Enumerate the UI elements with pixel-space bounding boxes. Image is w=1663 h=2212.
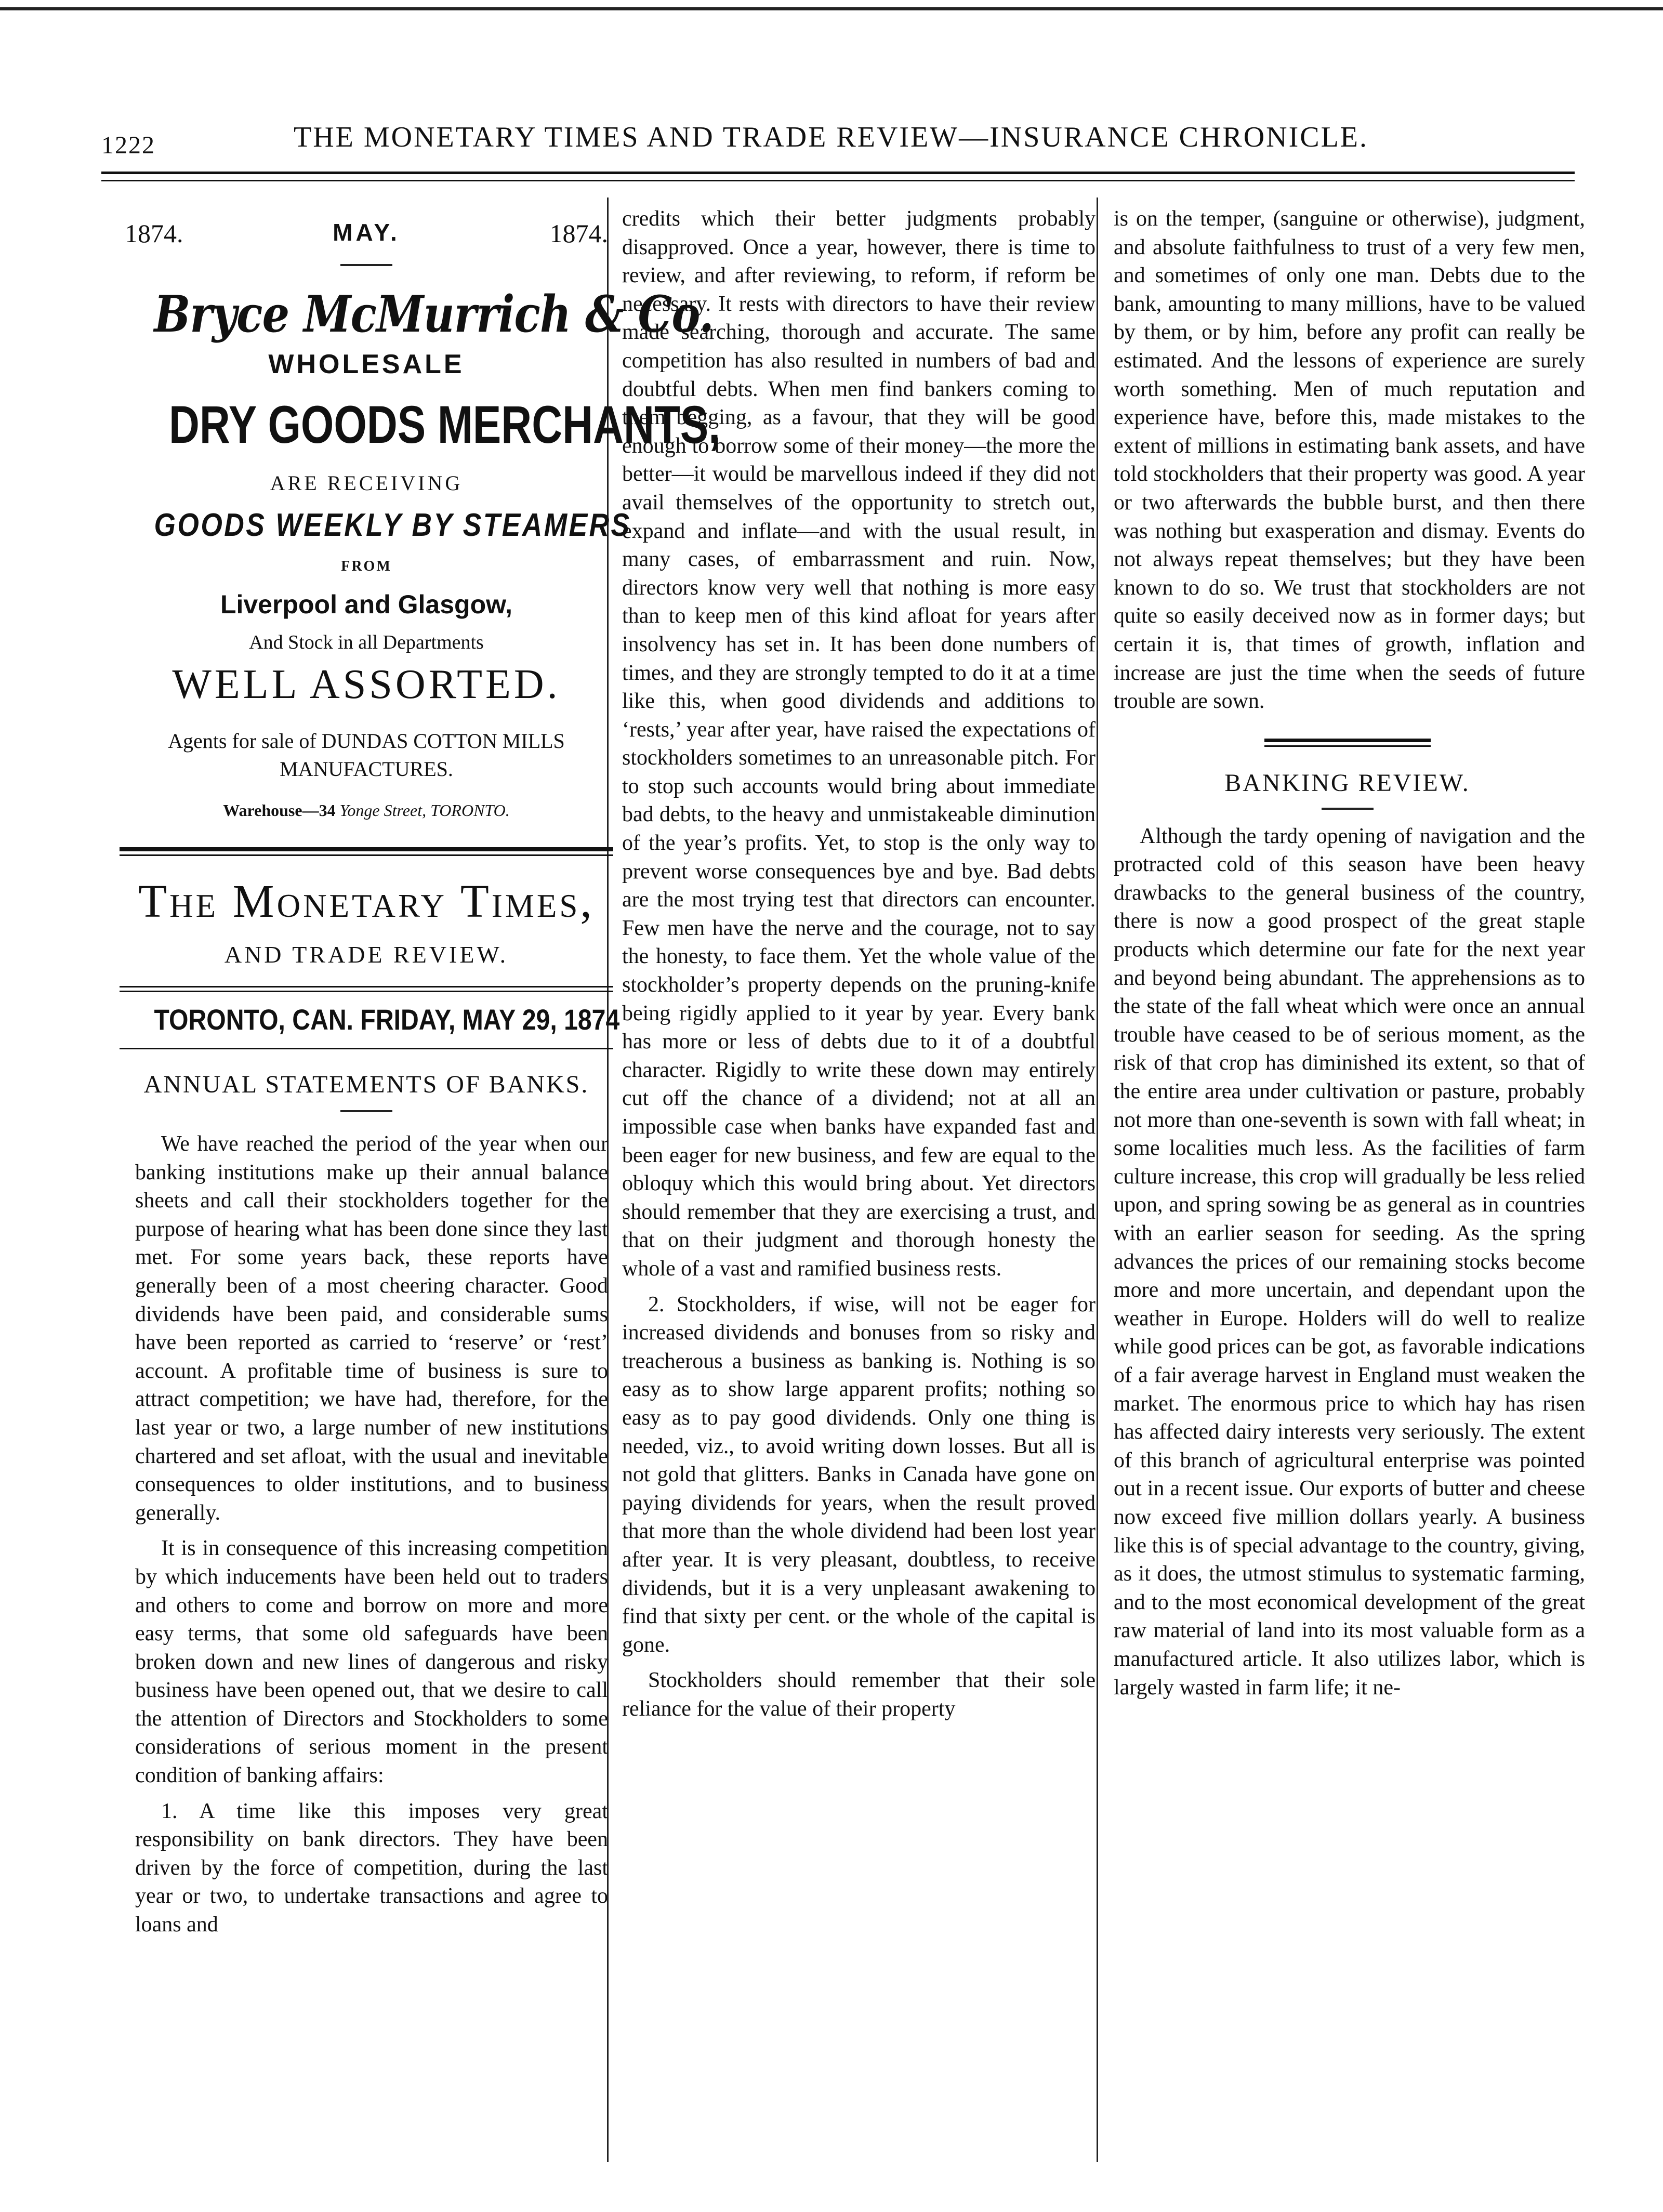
ad-month: MAY. <box>333 219 400 246</box>
advertisement <box>120 218 720 820</box>
ad-firm-name: Bryce McMurrich & Co. <box>154 285 714 344</box>
article2-body <box>1104 822 1590 1702</box>
ad-trade: DRY GOODS MERCHANTS, <box>169 395 720 454</box>
article1-col1-body <box>120 1130 613 1939</box>
masthead-title: The Monetary Times, <box>138 876 595 927</box>
masthead-subtitle: AND TRADE REVIEW. <box>224 941 509 968</box>
ad-wholesale: WHOLESALE <box>268 349 465 379</box>
header-rule-thick <box>101 172 1575 174</box>
ad-goods-weekly: GOODS WEEKLY BY STEAMERS <box>154 507 631 543</box>
ad-date-line <box>120 218 613 248</box>
ad-from: FROM <box>341 558 392 574</box>
running-head: THE MONETARY TIMES AND TRADE REVIEW—INSURANCE CHRONICLE. <box>294 121 1369 153</box>
ad-stock: And Stock in all Departments <box>249 631 484 653</box>
ad-divider <box>340 264 392 266</box>
article-paragraph: Although the tardy opening of navigation and the protracted cold of this season have been heavy drawbacks to the general business of the country, there is now a good prospect of the great staple products which determine our fate for the next year and beyond being abundant. The apprehensions as to the state of the fall wheat which were once an annual trouble have ceased to be of serious moment, as the risk of that crop has diminished its extent, so that of the entire area under cultivation or pasture, probably not more than one-seventh is sown with fall wheat; in some localities much less. As the facilities of farm culture increase, this crop will gradually be less relied upon, and spring sowing be as general as in countries with an earlier season for seeding. As the spring advances the prices of our remaining stocks become more and more uncertain, and dependant upon the weather in Europe. Holders will do well to realize while good prices can be got, as favorable indications of a fair average harvest in England must weaken the market. The enormous price to which hay has risen has affected dairy interests very seriously. The extent of this branch of agricultural enterprise was pointed out in a recent issue. Our exports of butter and cheese now exceed five million dollars yearly. A business like this is of special advantage to the country, giving, as it does, the utmost stimulus to systematic farming, and to the most economical development of the great raw material of land into its most valuable form as a manufactured article. It also utilizes labor, which is largely wasted in farm life; it ne- <box>1114 824 1585 1700</box>
article1-col2-body <box>616 205 1102 1723</box>
ad-warehouse-label: Warehouse—34 <box>223 801 336 820</box>
article1-col3-body <box>1104 205 1590 716</box>
ad-ports: Liverpool and Glasgow, <box>220 590 513 619</box>
column-2 <box>616 198 1102 2162</box>
masthead-rules <box>120 986 613 992</box>
dateline: TORONTO, CAN. FRIDAY, MAY 29, 1874 <box>154 1003 620 1036</box>
article-paragraph: is on the temper, (sanguine or otherwise), judgment, and absolute faithfulness to trust of a very few men, and sometimes of only one man. Debts due to the bank, amounting to many millions, have to be valued by them, or by him, before any profit can really be estimated. And the lessons of experience are surely worth something. Men of much reputation and experience have, before this, made mistakes to the extent of millions in estimating bank assets, and have told stockholders that their property was good. A year or two afterwards the bubble burst, and then there was nothing but exasperation and dismay. Events do not always repeat themselves; but they have been known to do so. We trust that stockholders are not quite so easily deceived now as in former days; but certain it is, that times of growth, inflation and increase are just the time when the seeds of future trouble are sown. <box>1114 207 1585 714</box>
header-rule-thin <box>101 180 1575 181</box>
ad-year-right: 1874. <box>549 219 608 248</box>
article-title-annual-statements: ANNUAL STATEMENTS OF BANKS. <box>143 1071 589 1098</box>
article-title-banking-review: BANKING REVIEW. <box>1224 769 1470 797</box>
page-number: 1222 <box>101 131 155 159</box>
page-header <box>101 121 1577 167</box>
article-paragraph: It is in consequence of this increasing competition by which inducements have been held out to traders and others to come and borrow on more and more easy terms, that some old safeguards have been broken down and new lines of dangerous and risky business have been opened out, that we desire to call the attention of Directors and Stockholders to some considerations of serious moment in the present condition of banking affairs: <box>135 1536 608 1788</box>
ad-year-left: 1874. <box>125 219 183 248</box>
masthead-top-rule <box>120 847 613 856</box>
column-1 <box>120 198 720 2162</box>
article-title-divider <box>340 1110 392 1112</box>
ad-warehouse <box>120 801 613 820</box>
article-paragraph: Stockholders should remember that their sole reliance for the value of their property <box>622 1668 1096 1721</box>
ad-warehouse-address: Yonge Street, TORONTO. <box>339 801 510 820</box>
column-3 <box>1104 198 1590 2162</box>
article-paragraph: credits which their better judgments probably disapproved. Once a year, however, there is time to review, and after reviewing, to reform, if reform be necessary. It rests with directors to have their review made searching, thorough and accurate. The same competition has also resulted in numbers of bad and doubtful debts. When men find bankers coming to them begging, as a favour, that they will be good enough to borrow some of their money—the more the better—it would be marvellous indeed if they did not avail themselves of the opportunity to stretch out, expand and inflate—and with the usual result, in many cases, of embarrassment and ruin. Now, directors know very well that nothing is more easy than to keep men of this kind afloat for years after insolvency has set in. It has been done numbers of times, and they are strongly tempted to do it at a time like this, when good dividends and additions to ‘rests,’ year after year, have raised the expectations of stockholders sometimes to an unreasonable pitch. For to stop such accounts would bring about immediate bad debts, to the heavy and unmistakeable diminution of the year’s profits. Yet, to stop is the only way to prevent worse consequences bye and bye. Bad debts are the most trying test that directors can encounter. Few men have the nerve and the courage, not to say the honesty, to face them. Yet the whole value of the stockholder’s property depends on the pruning-knife being rigidly applied to it year by year. Every bank has more or less of debts due to it of a doubtful character. Rigidly to write these down may entirely cut off the chance of a dividend; not at all an impossible case when banks have expanded fast and been eager for new business, and few are equal to the obloquy which this would bring about. Yet directors should remember that they are exercising a trust, and that on their judgment and thorough honesty the whole of a vast and ramified business rests. <box>622 207 1096 1281</box>
article-paragraph: 1. A time like this imposes very great responsibility on bank directors. They have been driven by the force of competition, during the last year or two, to undertake transactions and agree to loans and <box>135 1799 608 1937</box>
ad-are-receiving: ARE RECEIVING <box>270 471 463 495</box>
banking-review-divider <box>1322 808 1374 810</box>
banking-review-rule <box>1264 739 1431 747</box>
top-border-line <box>0 7 1663 10</box>
article-paragraph: We have reached the period of the year when our banking institutions make up their annual balance sheets and call their stockholders together for the purpose of hearing what has been done since they last met. For some years back, these reports have generally been of a most cheering character. Good dividends have been paid, and considerable sums have been reported as carried to ‘reserve’ or ‘rest’ account. A profitable time of business is sure to attract competition; we have had, therefore, for the last year or two, a large number of new institutions chartered and set afloat, with the usual and inevitable consequences to older institutions, and to business generally. <box>135 1132 608 1525</box>
ad-assorted: WELL ASSORTED. <box>172 662 561 707</box>
dateline-rule <box>120 1048 613 1049</box>
article-paragraph: 2. Stockholders, if wise, will not be eager for increased dividends and bonuses from so risky and treacherous a business as banking is. Nothing is so easy as to show large apparent profits; nothing so easy as to pay good dividends. Only one thing is needed, viz., to avoid writing down losses. But all is not gold that glitters. Banks in Canada have gone on paying dividends for years, when the result proved that more than the whole dividend had been lost year after year. It is very pleasant, doubtless, to receive dividends, but it is a very unpleasant awakening to find that sixty per cent. or the whole of the capital is gone. <box>622 1292 1096 1657</box>
ad-agents: Agents for sale of DUNDAS COTTON MILLS MANUFACTURES. <box>168 729 565 781</box>
